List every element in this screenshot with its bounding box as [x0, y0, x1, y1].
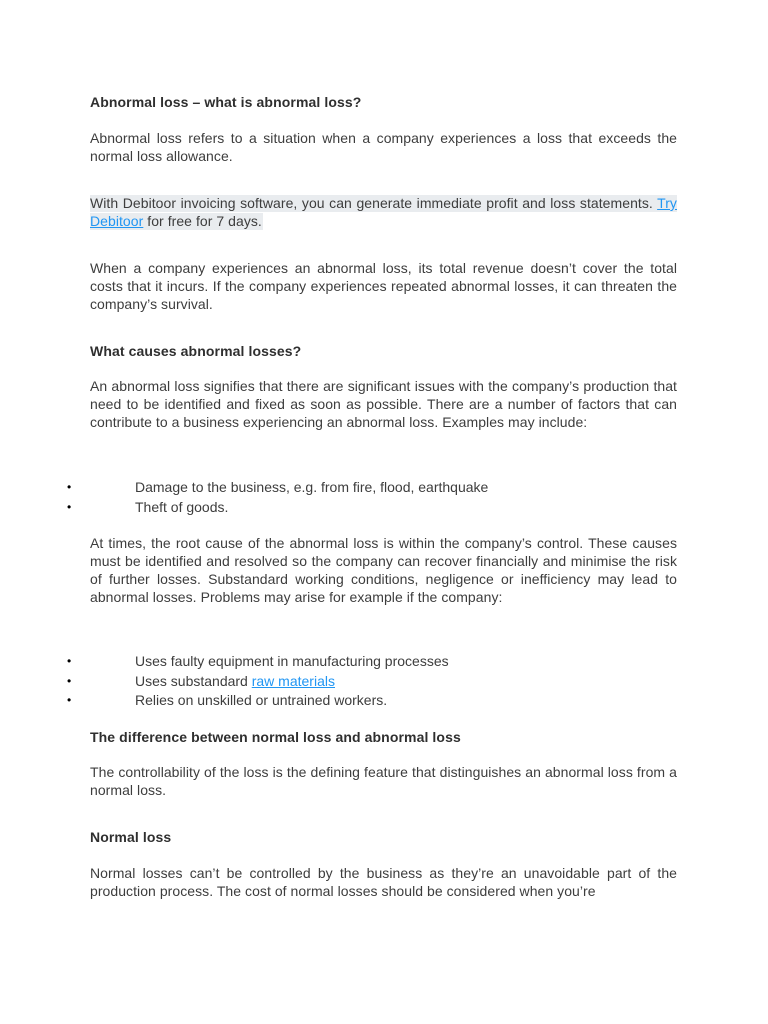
heading-normal-loss: Normal loss [90, 829, 172, 845]
list-item [67, 478, 677, 498]
paragraph-revenue: When a company experiences an abnormal loss, its total revenue doesn’t cover the total costs that it incurs. If the company experiences repeated abnormal losses, it can threaten the company’s survival. [90, 260, 677, 312]
heading-abnormal-loss: Abnormal loss – what is abnormal loss? [90, 94, 362, 110]
paragraph-root-cause: At times, the root cause of the abnormal loss is within the company’s control. These causes must be identified and resolved so the company can recover financially and minimise the risk of further losses. Substandard working conditions, negligence or inefficiency may lead to abnormal losses. Problems may arise for example if the company: [90, 535, 677, 605]
bullet-icon: • [67, 499, 72, 514]
list-item [67, 691, 677, 711]
raw-materials-link[interactable]: raw materials [251, 672, 335, 689]
paragraph-definition: Abnormal loss refers to a situation when a company experiences a loss that exceeds the normal loss allowance. [90, 130, 677, 164]
problems-list [67, 652, 677, 711]
bullet-icon: • [67, 654, 72, 668]
list-item [67, 672, 677, 692]
try-debitoor-link[interactable]: Try Debitoor [90, 195, 677, 229]
promo-paragraph [90, 194, 677, 230]
list-item [67, 652, 677, 672]
paragraph-normal-loss: Normal losses can’t be controlled by the business as they’re an unavoidable part of the production process. The cost of normal losses should be considered when you’re [90, 865, 677, 899]
bullet-icon: • [67, 693, 72, 707]
heading-difference: The difference between normal loss and abnormal loss [90, 729, 461, 745]
list-item-text: Uses faulty equipment in manufacturing processes [135, 653, 449, 669]
paragraph-causes: An abnormal loss signifies that there are significant issues with the company’s production that need to be identified and fixed as soon as possible. There are a number of factors that can contribute to a business experiencing an abnormal loss. Examples may include: [90, 378, 677, 430]
list-item-text: Relies on unskilled or untrained workers. [135, 692, 388, 708]
promo-text-before: With Debitoor invoicing software, you can generate immediate profit and loss statements. [90, 195, 658, 211]
list-item-text: Damage to the business, e.g. from fire, flood, earthquake [135, 479, 489, 495]
promo-text-after: for free for 7 days. [143, 213, 262, 229]
promo-highlight [90, 195, 677, 230]
bullet-icon: • [67, 480, 72, 494]
causes-list [67, 478, 677, 517]
list-item [67, 498, 677, 518]
list-item-text: Theft of goods. [135, 498, 229, 515]
heading-causes: What causes abnormal losses? [90, 343, 302, 359]
bullet-icon: • [67, 673, 72, 688]
list-item-text: Uses substandard [135, 672, 252, 689]
paragraph-difference: The controllability of the loss is the defining feature that distinguishes an abnormal loss from a normal loss. [90, 764, 677, 798]
